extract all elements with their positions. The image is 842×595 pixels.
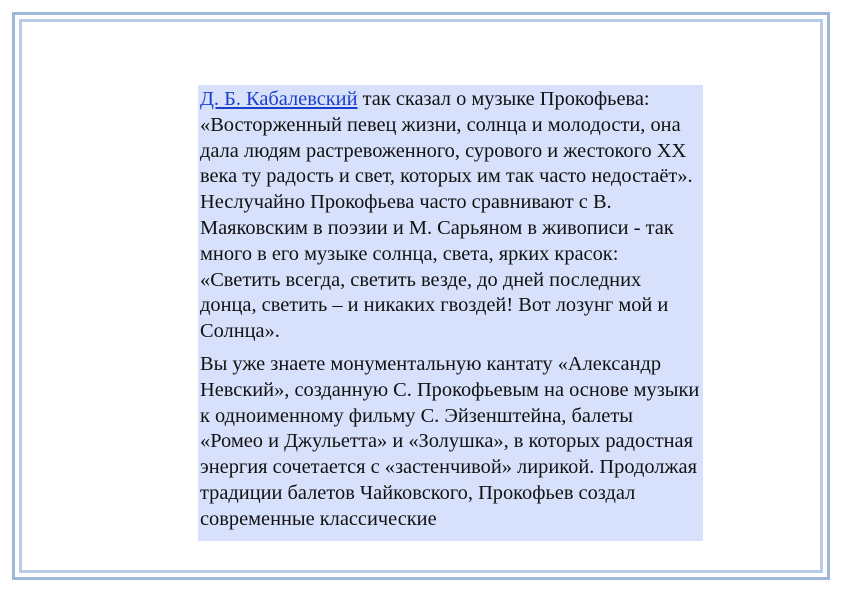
paragraph-works [200,352,701,533]
kabalevsky-link[interactable]: Д. Б. Кабалевский [200,88,358,110]
text-block [198,85,703,541]
paragraph-kabalevsky-quote [200,87,701,345]
paragraph-text: так сказал о музыке Прокофьева: «Восторженный певец жизни, солнца и молодости, она дала людям растревоженного, сурового и жестокого XX века ту радость и свет, которых им так часто недостаёт». Неслучайно Прокофьева часто сравнивают с В. Маяковским в поэзии и М. Сарьяном в живописи - так много в его музыке солнца, света, ярких красок: «Светить всегда, светить везде, до дней последних донца, светить – и никаких гвоздей! Вот лозунг мой и Солнца». [200,88,693,343]
paragraph-text: Вы уже знаете монументальную кантату «Александр Невский», созданную С. Прокофьевым на основе музыки к одноименному фильму С. Эйзенштейна, балеты «Ромео и Джульетта» и «Золушка», в которых радостная энергия сочетается с «застенчивой» лирикой. Продолжая традиции балетов Чайковского, Прокофьев создал современные классические [200,352,700,530]
